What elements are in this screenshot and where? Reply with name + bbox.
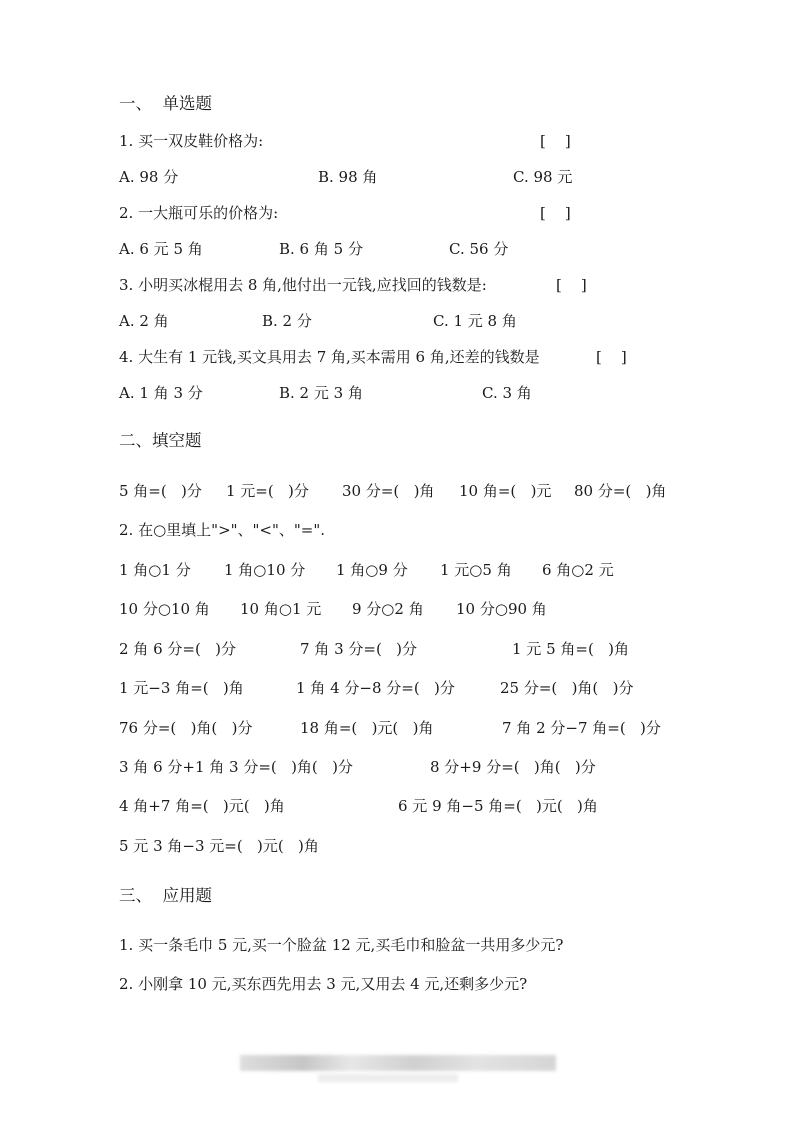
conversion-item: 1 元−3 角=( )角: [119, 679, 244, 697]
question-1-option-b: B. 98 角: [318, 168, 378, 186]
question-2-text: 2. 一大瓶可乐的价格为:: [119, 204, 279, 222]
question-2-option-a: A. 6 元 5 角: [119, 240, 203, 258]
conversion-item: 25 分=( )角( )分: [500, 679, 634, 697]
question-4-option-b: B. 2 元 3 角: [279, 384, 363, 402]
question-4-text: 4. 大生有 1 元钱,买文具用去 7 角,买本需用 6 角,还差的钱数是: [119, 348, 540, 366]
comparison-item: 9 分○2 角: [352, 600, 424, 618]
comparison-item: 1 角○1 分: [119, 561, 191, 579]
conversion-item: 18 角=( )元( )角: [300, 719, 434, 737]
question-1-option-c: C. 98 元: [513, 168, 573, 186]
conversion-item: 80 分=( )角: [574, 482, 667, 500]
blurred-footer-watermark: [240, 1055, 556, 1071]
conversion-item: 2 角 6 分=( )分: [119, 640, 236, 658]
question-2-option-b: B. 6 角 5 分: [279, 240, 363, 258]
comparison-item: 10 分○10 角: [119, 600, 210, 618]
conversion-item: 1 角 4 分−8 分=( )分: [296, 679, 455, 697]
conversion-item: 1 元=( )分: [226, 482, 309, 500]
conversion-item: 6 元 9 角−5 角=( )元( )角: [398, 797, 598, 815]
comparison-item: 1 角○10 分: [224, 561, 306, 579]
conversion-item: 3 角 6 分+1 角 3 分=( )角( )分: [119, 758, 353, 776]
question-4-option-a: A. 1 角 3 分: [119, 384, 203, 402]
question-4-option-c: C. 3 角: [482, 384, 532, 402]
question-1-text: 1. 买一双皮鞋价格为:: [119, 132, 264, 150]
conversion-item: 7 角 3 分=( )分: [300, 640, 417, 658]
question-1-answer-bracket: [ ]: [540, 132, 571, 150]
comparison-item: 1 角○9 分: [336, 561, 408, 579]
question-4-answer-bracket: [ ]: [596, 348, 627, 366]
blurred-footer-watermark-line: [318, 1074, 458, 1082]
question-3-option-b: B. 2 分: [262, 312, 312, 330]
question-1-option-a: A. 98 分: [119, 168, 179, 186]
conversion-item: 76 分=( )角( )分: [119, 719, 253, 737]
question-2-answer-bracket: [ ]: [540, 204, 571, 222]
section-1-title: 一、 单选题: [119, 94, 212, 113]
comparison-item: 10 角○1 元: [240, 600, 322, 618]
question-3-option-c: C. 1 元 8 角: [433, 312, 517, 330]
question-3-text: 3. 小明买冰棍用去 8 角,他付出一元钱,应找回的钱数是:: [119, 276, 487, 294]
conversion-item: 10 角=( )元: [459, 482, 552, 500]
comparison-instruction: 2. 在○里填上">"、"<"、"=".: [119, 521, 326, 539]
conversion-item: 4 角+7 角=( )元( )角: [119, 797, 285, 815]
conversion-item: 8 分+9 分=( )角( )分: [430, 758, 596, 776]
question-3-answer-bracket: [ ]: [556, 276, 587, 294]
section-3-title: 三、 应用题: [119, 886, 212, 905]
comparison-item: 1 元○5 角: [440, 561, 512, 579]
comparison-item: 6 角○2 元: [542, 561, 614, 579]
word-problem-2: 2. 小刚拿 10 元,买东西先用去 3 元,又用去 4 元,还剩多少元?: [119, 975, 528, 993]
conversion-item: 30 分=( )角: [342, 482, 435, 500]
word-problem-1: 1. 买一条毛巾 5 元,买一个脸盆 12 元,买毛巾和脸盆一共用多少元?: [119, 936, 564, 954]
question-3-option-a: A. 2 角: [119, 312, 169, 330]
comparison-item: 10 分○90 角: [456, 600, 547, 618]
conversion-item: 5 元 3 角−3 元=( )元( )角: [119, 837, 319, 855]
section-2-title: 二、填空题: [119, 431, 202, 450]
conversion-item: 1 元 5 角=( )角: [512, 640, 629, 658]
question-2-option-c: C. 56 分: [449, 240, 509, 258]
conversion-item: 5 角=( )分: [119, 482, 202, 500]
conversion-item: 7 角 2 分−7 角=( )分: [502, 719, 661, 737]
